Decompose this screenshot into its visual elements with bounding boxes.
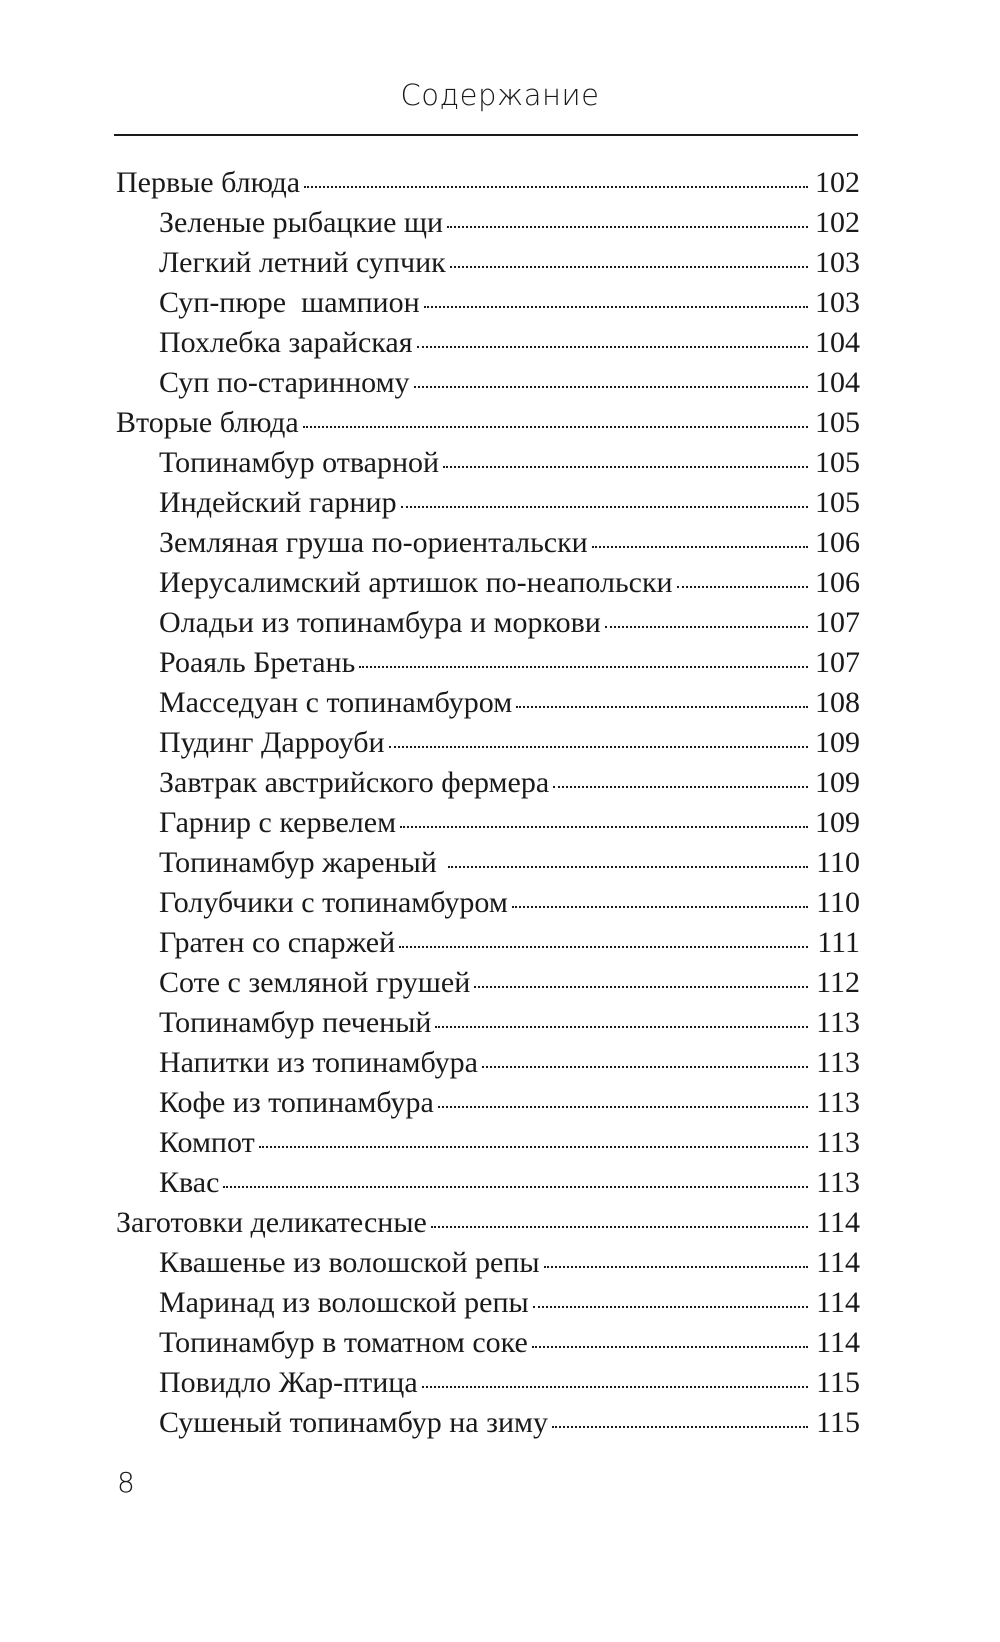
toc-entry[interactable]	[116, 243, 860, 283]
toc-entry[interactable]	[116, 363, 860, 403]
toc-entry-page: 115	[816, 1366, 860, 1399]
toc-entry[interactable]	[116, 1363, 860, 1403]
dot-leader	[435, 1026, 808, 1028]
toc-entry[interactable]	[116, 603, 860, 643]
toc-entry-page: 109	[815, 806, 860, 839]
toc-entry[interactable]	[116, 443, 860, 483]
toc-entry[interactable]	[116, 283, 860, 323]
toc-entry-page: 105	[815, 406, 860, 439]
toc-entry-title: Соте с земляной грушей	[159, 966, 471, 999]
toc-entry-title: Легкий летний супчик	[159, 246, 446, 279]
toc-entry[interactable]	[116, 323, 860, 363]
dot-leader	[450, 266, 808, 268]
toc-entry[interactable]	[116, 1243, 860, 1283]
toc-entry[interactable]	[116, 923, 860, 963]
toc-entry-title: Масседуан с топинамбуром	[159, 686, 513, 719]
dot-leader	[438, 1106, 808, 1108]
toc-entry-title: Похлебка зарайская	[159, 326, 413, 359]
dot-leader	[447, 226, 808, 228]
toc-entry[interactable]	[116, 203, 860, 243]
toc-entry[interactable]	[116, 843, 860, 883]
toc-entry[interactable]	[116, 1283, 860, 1323]
toc-entry-title: Топинамбур жареный	[159, 846, 445, 879]
toc-entry-page: 112	[816, 966, 860, 999]
dot-leader	[400, 826, 808, 828]
toc-entry-title: Пудинг Дарроуби	[159, 726, 385, 759]
dot-leader	[304, 186, 808, 188]
toc-entry-title: Суп-пюре шампион	[159, 286, 420, 319]
toc-entry-page: 111	[817, 926, 860, 959]
toc-entry[interactable]	[116, 563, 860, 603]
toc-entry[interactable]	[116, 483, 860, 523]
toc-entry[interactable]	[116, 1043, 860, 1083]
toc-entry[interactable]	[116, 1403, 860, 1443]
toc-entry-title: Оладьи из топинамбура и моркови	[159, 606, 601, 639]
dot-leader	[677, 586, 808, 588]
dot-leader	[414, 386, 808, 388]
toc-entry-title: Суп по-старинному	[159, 366, 410, 399]
toc-entry-title: Топинамбур в томатном соке	[159, 1326, 528, 1359]
toc-entry-page: 106	[815, 526, 860, 559]
toc-entry[interactable]	[116, 1323, 860, 1363]
dot-leader	[533, 1306, 808, 1308]
toc-entry[interactable]	[116, 963, 860, 1003]
toc-entry[interactable]	[116, 1163, 860, 1203]
dot-leader	[512, 906, 808, 908]
dot-leader	[474, 986, 808, 988]
toc-entry-page: 110	[816, 846, 860, 879]
toc-entry-page: 113	[816, 1046, 860, 1079]
dot-leader	[417, 346, 809, 348]
toc-entry[interactable]	[116, 523, 860, 563]
toc-entry[interactable]	[116, 1003, 860, 1043]
page-number: 8	[117, 1466, 135, 1499]
toc-entry-page: 103	[815, 286, 860, 319]
toc-entry-page: 104	[815, 326, 860, 359]
toc-entry-page: 107	[815, 606, 860, 639]
dot-leader	[303, 426, 808, 428]
toc-entry-title: Зеленые рыбацкие щи	[159, 206, 444, 239]
toc-entry-title: Топинамбур отварной	[159, 446, 440, 479]
toc-entry-page: 114	[816, 1326, 860, 1359]
toc-entry[interactable]	[116, 1083, 860, 1123]
toc-entry[interactable]	[116, 763, 860, 803]
toc-entry[interactable]	[116, 1123, 860, 1163]
toc-entry-title: Кофе из топинамбура	[159, 1086, 434, 1119]
dot-leader	[359, 666, 808, 668]
toc-entry-page: 114	[816, 1206, 860, 1239]
toc-entry-page: 104	[815, 366, 860, 399]
toc-entry-page: 102	[815, 166, 860, 199]
toc-entry-title: Голубчики с топинамбуром	[159, 886, 508, 919]
toc-entry[interactable]	[116, 883, 860, 923]
dot-leader	[516, 706, 808, 708]
toc-entry-page: 102	[815, 206, 860, 239]
toc-entry-page: 107	[815, 646, 860, 679]
toc-entry-page: 109	[815, 766, 860, 799]
dot-leader	[544, 1266, 808, 1268]
toc-entry-page: 114	[816, 1286, 860, 1319]
dot-leader	[532, 1346, 808, 1348]
toc-entry-title: Земляная груша по-ориентальски	[159, 526, 588, 559]
dot-leader	[443, 466, 808, 468]
toc-entry-title: Гарнир с кервелем	[159, 806, 397, 839]
toc-entry[interactable]	[116, 643, 860, 683]
toc-entry[interactable]	[116, 403, 860, 443]
toc-entry-title: Топинамбур печеный	[159, 1006, 432, 1039]
toc-entry[interactable]	[116, 803, 860, 843]
toc-entry[interactable]	[116, 1203, 860, 1243]
dot-leader	[552, 1426, 808, 1428]
toc-entry-page: 114	[816, 1246, 860, 1279]
dot-leader	[399, 946, 808, 948]
toc-entry-page: 106	[815, 566, 860, 599]
dot-leader	[605, 626, 808, 628]
toc-entry-page: 105	[815, 486, 860, 519]
dot-leader	[259, 1146, 808, 1148]
toc-entry-page: 115	[816, 1406, 860, 1439]
toc-entry-page: 103	[815, 246, 860, 279]
toc-entry-title: Иерусалимский артишок по-неапольски	[159, 566, 673, 599]
dot-leader	[431, 1226, 808, 1228]
toc-entry-title: Роаяль Бретань	[159, 646, 356, 679]
dot-leader	[389, 746, 808, 748]
toc-entry-title: Квас	[159, 1166, 220, 1199]
toc-entry-title: Компот	[159, 1126, 255, 1159]
toc-entry-page: 109	[815, 726, 860, 759]
toc-entry-title: Сушеный топинамбур на зиму	[159, 1406, 549, 1439]
toc-entry-page: 113	[816, 1126, 860, 1159]
dot-leader	[424, 306, 808, 308]
table-of-contents	[116, 163, 860, 1443]
toc-entry-title: Завтрак австрийского фермера	[159, 766, 550, 799]
dot-leader	[592, 546, 808, 548]
dot-leader	[448, 866, 808, 868]
toc-entry-page: 113	[816, 1166, 860, 1199]
toc-entry-title: Квашенье из волошской репы	[159, 1246, 540, 1279]
toc-entry-title: Первые блюда	[116, 166, 301, 199]
page-title: Содержание	[400, 78, 600, 112]
dot-leader	[482, 1066, 808, 1068]
toc-entry-title: Повидло Жар-птица	[159, 1366, 418, 1399]
toc-entry-title: Напитки из топинамбура	[159, 1046, 478, 1079]
toc-entry[interactable]	[116, 683, 860, 723]
toc-entry-page: 113	[816, 1086, 860, 1119]
toc-entry[interactable]	[116, 163, 860, 203]
toc-entry-page: 105	[815, 446, 860, 479]
toc-entry[interactable]	[116, 723, 860, 763]
header-rule	[114, 134, 858, 136]
toc-entry-title: Заготовки деликатесные	[116, 1206, 427, 1239]
toc-entry-page: 113	[816, 1006, 860, 1039]
dot-leader	[223, 1186, 808, 1188]
toc-entry-page: 108	[815, 686, 860, 719]
toc-entry-title: Гратен со спаржей	[159, 926, 396, 959]
dot-leader	[553, 786, 808, 788]
dot-leader	[422, 1386, 808, 1388]
toc-entry-title: Маринад из волошской репы	[159, 1286, 529, 1319]
toc-entry-title: Индейский гарнир	[159, 486, 397, 519]
toc-entry-title: Вторые блюда	[116, 406, 299, 439]
toc-entry-page: 110	[816, 886, 860, 919]
dot-leader	[401, 506, 808, 508]
